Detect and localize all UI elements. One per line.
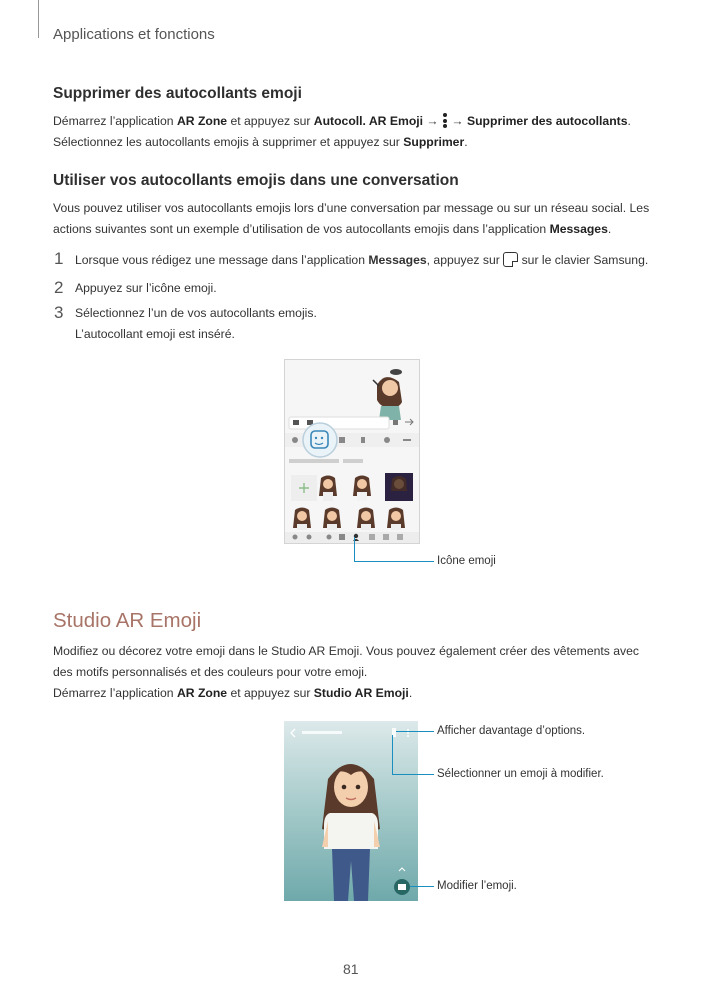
use-intro: Vous pouvez utiliser vos autocollants emojis lors d’une conversation par message ou sur un réseau social. Les actions suivantes sont un exemple d’utilisation de vos autocollants emojis dans l’application Messages. bbox=[53, 201, 650, 236]
callout-line-select-horizontal bbox=[392, 774, 434, 775]
studio-screenshot-art bbox=[284, 721, 418, 901]
more-options-icon bbox=[442, 113, 448, 128]
studio-screenshot bbox=[284, 721, 418, 901]
use-section-title: Utiliser vos autocollants emojis dans une conversation bbox=[53, 172, 459, 189]
delete-instructions: Démarrez l’application AR Zone et appuyez sur Autocoll. AR Emoji → → Supprimer des autocollants. Sélectionnez les autocollants emojis à supprimer et appuyez sur Supprimer. bbox=[53, 114, 631, 149]
callout-select-emoji: Sélectionner un emoji à modifier. bbox=[437, 768, 604, 780]
callout-line-edit bbox=[410, 886, 434, 887]
messages-screenshot bbox=[284, 359, 420, 544]
callout-line-options bbox=[396, 731, 434, 732]
studio-intro: Modifiez ou décorez votre emoji dans le Studio AR Emoji. Vous pouvez également créer des vêtements avec des motifs personnalisés et des couleurs pour votre emoji. bbox=[53, 644, 639, 679]
callout-edit-emoji: Modifier l’emoji. bbox=[437, 880, 517, 892]
sticker-icon bbox=[503, 252, 518, 267]
margin-rule bbox=[38, 0, 39, 38]
callout-line-emoji-horizontal bbox=[354, 561, 434, 562]
back-icon bbox=[291, 729, 295, 737]
step-3-result: L’autocollant emoji est inséré. bbox=[75, 327, 235, 341]
studio-instructions: Démarrez l’application AR Zone et appuyez sur Studio AR Emoji. bbox=[53, 686, 413, 700]
step-2: 2 Appuyez sur l’icône emoji. bbox=[54, 278, 217, 297]
step-1: 1 Lorsque vous rédigez une message dans l’application Messages, appuyez sur sur le clavier Samsung. bbox=[54, 249, 649, 268]
page-number: 81 bbox=[343, 961, 359, 977]
studio-section-title: Studio AR Emoji bbox=[53, 609, 202, 632]
messages-screenshot-art bbox=[285, 360, 419, 543]
callout-line-emoji-vertical bbox=[354, 537, 355, 562]
callout-line-select-vertical bbox=[392, 735, 393, 775]
running-header: Applications et fonctions bbox=[53, 26, 215, 43]
step-3: 3 Sélectionnez l’un de vos autocollants emojis. bbox=[54, 303, 317, 322]
callout-more-options: Afficher davantage d’options. bbox=[437, 725, 586, 737]
callout-emoji-icon: Icône emoji bbox=[437, 555, 496, 567]
delete-section-title: Supprimer des autocollants emoji bbox=[53, 85, 302, 102]
